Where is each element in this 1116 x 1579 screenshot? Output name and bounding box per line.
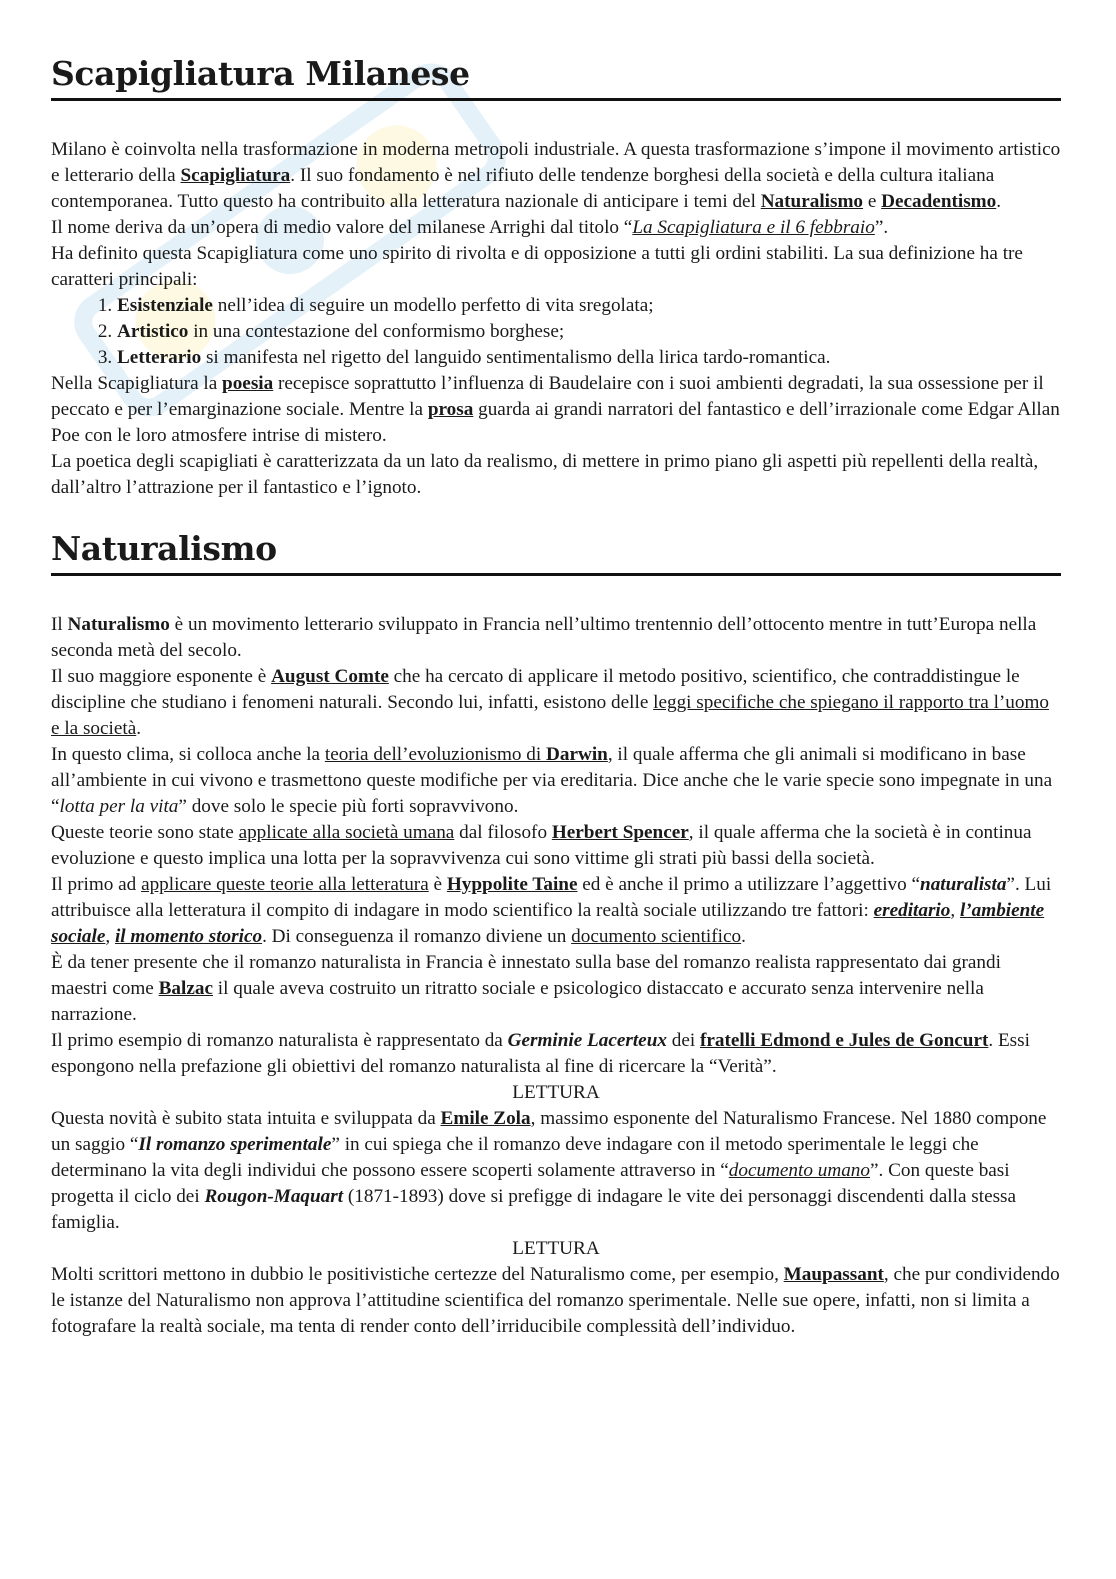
paragraph: Il nome deriva da un’opera di medio valore del milanese Arrighi dal titolo “La Scapigliatura e il 6 febbraio”. — [51, 217, 889, 238]
work-germinie: Germinie Lacerteux — [507, 1030, 667, 1051]
work-title: La Scapigliatura e il 6 febbraio — [632, 217, 875, 238]
paragraph: Il primo ad applicare queste teorie alla letteratura è Hyppolite Taine ed è anche il primo a utilizzare l’aggettivo “naturalista”. Lui attribuisce alla letteratura il compito di indagare in modo scientifico la realtà sociale utilizzando tre fattori: ereditario, l’ambiente sociale, il momento storico. Di conseguenza il romanzo diviene un documento scientifico. — [51, 874, 1052, 947]
term-naturalismo: Naturalismo — [760, 191, 864, 212]
term-prosa: prosa — [427, 399, 474, 420]
section-title-scapigliatura: Scapigliatura Milanese — [51, 54, 1061, 101]
name-goncourt: fratelli Edmond e Jules de Goncurt — [700, 1030, 989, 1051]
name-maupassant: Maupassant — [783, 1264, 884, 1285]
paragraph: Milano è coinvolta nella trasformazione in moderna metropoli industriale. A questa trasformazione s’impone il movimento artistico e letterario della Scapigliatura. Il suo fondamento è nel rifiuto delle tendenze borghesi della società e della cultura italiana contemporanea. Tutto questo ha contribuito alla letteratura nazionale di anticipare i temi del Naturalismo e Decadentismo. — [51, 139, 1061, 212]
document-page — [51, 0, 1061, 1340]
paragraph: Molti scrittori mettono in dubbio le positivistiche certezze del Naturalismo come, per esempio, Maupassant, che pur condividendo le istanze del Naturalismo non approva l’attitudine scientifica del romanzo sperimentale. Nelle sue opere, infatti, non si limita a fotografare la realtà sociale, ma tenta di render conto dell’irriducibile complessità dell’individuo. — [51, 1264, 1060, 1337]
section-body-scapigliatura — [51, 137, 1061, 501]
section-body-naturalismo — [51, 612, 1061, 1340]
characteristics-list — [51, 293, 1061, 371]
paragraph: La poetica degli scapigliati è caratterizzata da un lato da realismo, di mettere in primo piano gli aspetti più repellenti della realtà, dall’altro l’attrazione per il fantastico e l’ignoto. — [51, 451, 1039, 498]
list-item: 3. Letterario si manifesta nel rigetto del languido sentimentalismo della lirica tardo-romantica. — [117, 345, 1061, 371]
list-item: 1. Esistenziale nell’idea di seguire un modello perfetto di vita sregolata; — [117, 293, 1061, 319]
lettura-label: LETTURA — [512, 1082, 600, 1103]
term-decadentismo: Decadentismo — [881, 191, 997, 212]
name-spencer: Herbert Spencer — [551, 822, 689, 843]
name-zola: Emile Zola — [440, 1108, 531, 1129]
paragraph: Il primo esempio di romanzo naturalista è rappresentato da Germinie Lacerteux dei fratelli Edmond e Jules de Goncurt. Essi espongono nella prefazione gli obiettivi del romanzo naturalista al fine di ricercare la “Verità”. — [51, 1030, 1030, 1077]
paragraph: Queste teorie sono state applicate alla società umana dal filosofo Herbert Spencer, il quale afferma che la società è in continua evoluzione e questo implica una lotta per la sopravvivenza cui sono vittime gli strati più bassi della società. — [51, 822, 1032, 869]
name-comte: August Comte — [271, 666, 389, 687]
paragraph: Questa novità è subito stata intuita e sviluppata da Emile Zola, massimo esponente del Naturalismo Francese. Nel 1880 compone un saggio “Il romanzo sperimentale” in cui spiega che il romanzo deve indagare con il metodo sperimentale le leggi che determinano la vita degli individui che possono essere scoperti solamente attraverso in “documento umano”. Con queste basi progetta il ciclo dei Rougon-Maquart (1871-1893) dove si prefigge di indagare le vite dei personaggi discendenti dalla stessa famiglia. — [51, 1108, 1047, 1233]
paragraph: Nella Scapigliatura la poesia recepisce soprattutto l’influenza di Baudelaire con i suoi ambienti degradati, la sua ossessione per il peccato e per l’emarginazione sociale. Mentre la prosa guarda ai grandi narratori del fantastico e dell’irrazionale come Edgar Allan Poe con le loro atmosfere intrise di mistero. — [51, 373, 1060, 446]
list-item: 2. Artistico in una contestazione del conformismo borghese; — [117, 319, 1061, 345]
paragraph: In questo clima, si colloca anche la teoria dell’evoluzionismo di Darwin, il quale afferma che gli animali si modificano in base all’ambiente in cui vivono e trasmettono queste modifiche per via ereditaria. Dice anche che le varie specie sono impegnate in una “lotta per la vita” dove solo le specie più forti sopravvivono. — [51, 744, 1053, 817]
section-title-naturalismo: Naturalismo — [51, 529, 1061, 576]
paragraph: Il suo maggiore esponente è August Comte che ha cercato di applicare il metodo positivo, scientifico, che contraddistingue le discipline che studiano i fenomeni naturali. Secondo lui, infatti, esistono delle leggi specifiche che spiegano il rapporto tra l’uomo e la società. — [51, 666, 1050, 739]
term-scapigliatura: Scapigliatura — [180, 165, 291, 186]
paragraph: Ha definito questa Scapigliatura come uno spirito di rivolta e di opposizione a tutti gli ordini stabiliti. La sua definizione ha tre caratteri principali: — [51, 243, 1023, 290]
name-darwin: Darwin — [546, 744, 608, 765]
paragraph: È da tener presente che il romanzo naturalista in Francia è innestato sulla base del romanzo realista rappresentato dai grandi maestri come Balzac il quale aveva costruito un ritratto sociale e psicologico distaccato e accurato senza intervenire nella narrazione. — [51, 952, 1001, 1025]
name-balzac: Balzac — [158, 978, 213, 999]
name-taine: Hyppolite Taine — [446, 874, 578, 895]
term-poesia: poesia — [222, 373, 274, 394]
paragraph: Il Naturalismo è un movimento letterario sviluppato in Francia nell’ultimo trentennio dell’ottocento mentre in tutt’Europa nella seconda metà del secolo. — [51, 614, 1037, 661]
lettura-label: LETTURA — [512, 1238, 600, 1259]
